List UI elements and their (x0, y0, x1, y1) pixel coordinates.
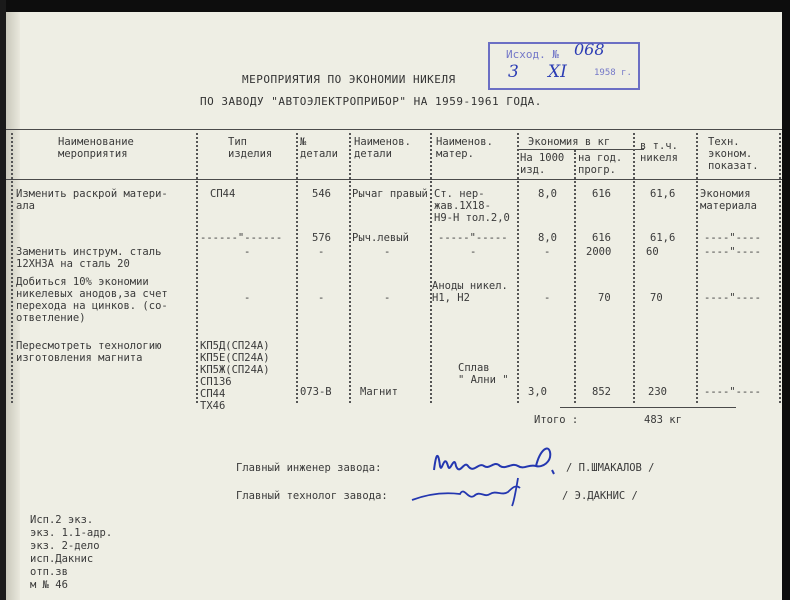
header-part-name: Наименов. детали (354, 136, 411, 160)
row2-measure: Заменить инструм. сталь 12ХН3А на сталь 20 (16, 246, 162, 270)
col-sep (349, 133, 351, 403)
row2-indicator-b: ----"---- (704, 246, 761, 258)
table-top-rule (6, 129, 782, 130)
row1-part-no: 546 (312, 188, 331, 200)
col-sep (517, 133, 519, 403)
row2-per-1000: 8,0 (538, 232, 557, 244)
row3-measure: Добиться 10% экономии никелевых анодов,за счет перехода на цинков. (со- ответление) (16, 276, 168, 324)
row4-measure: Пересмотреть технологию изготовления магнита (16, 340, 162, 364)
stamp-year: 1958 г. (594, 68, 632, 78)
row1-material: Ст. нер- жав.1Х18- Н9-Н тол.2,0 (434, 188, 510, 224)
row2-material: -----"----- (438, 232, 508, 244)
col-sep (633, 133, 635, 403)
row3-material: Аноды никел. Н1, Н2 (432, 280, 508, 304)
header-tech-indicator: Техн. эконом. показат. (708, 136, 759, 172)
stamp-label: Исход. № (506, 48, 559, 61)
col-sep (779, 133, 781, 403)
row1-indicator: Экономия материала (700, 188, 757, 212)
total-value: 483 кг (644, 414, 682, 426)
row3-product: - (244, 292, 251, 304)
row4-per-year: 852 (592, 386, 611, 398)
chief-engineer-name: / П.ШМАКАЛОВ / (566, 462, 655, 474)
row2-part-name-b: - (384, 246, 391, 258)
stamp-number: 068 (574, 40, 605, 59)
row4-nickel: 230 (648, 386, 667, 398)
row4-indicator: ----"---- (704, 386, 761, 398)
title-line-1: МЕРОПРИЯТИЯ ПО ЭКОНОМИИ НИКЕЛЯ (242, 73, 456, 86)
row2-nickel-b: 60 (646, 246, 659, 258)
col-sep (11, 133, 13, 403)
row3-per-1000: - (544, 292, 551, 304)
economy-subheader-rule (518, 149, 644, 150)
row2-per-year-b: 2000 (586, 246, 612, 258)
row1-per-1000: 8,0 (538, 188, 557, 200)
total-rule (560, 407, 736, 408)
row2-product: ------"------ (200, 232, 283, 244)
row4-products: КП5Д(СП24А) КП5Е(СП24А) КП5Ж(СП24А) СП136 СП44 ТХ46 (200, 340, 270, 412)
chief-technologist-name: / Э.ДАКНИС / (562, 490, 638, 502)
header-part-number: № детали (300, 136, 338, 160)
row3-per-year: 70 (598, 292, 611, 304)
row2-part-no: 576 (312, 232, 331, 244)
title-line-2: ПО ЗАВОДУ "АВТОЭЛЕКТРОПРИБОР" НА 1959-1961 ГОДА. (200, 95, 542, 108)
row2-nickel: 61,6 (650, 232, 676, 244)
row1-nickel: 61,6 (650, 188, 676, 200)
row2-material-b: - (470, 246, 477, 258)
header-per-year: на год. прогр. (578, 152, 623, 176)
chief-technologist-signature (408, 474, 548, 510)
stamp-month: XI (548, 62, 567, 82)
col-sep (696, 133, 698, 403)
header-measure: Наименование мероприятия (58, 136, 134, 160)
outgoing-stamp (488, 42, 640, 90)
row4-part-no: 073-В (300, 386, 332, 398)
row2-product-b: - (244, 246, 251, 258)
header-economy: Экономия в кг (528, 136, 611, 148)
header-material: Наименов. матер. (436, 136, 493, 160)
row3-part-no: - (318, 292, 325, 304)
row3-part-name: - (384, 292, 391, 304)
header-nickel: в т.ч. никеля (640, 140, 678, 164)
row2-indicator: ----"---- (704, 232, 761, 244)
col-sep (574, 150, 576, 403)
row1-part-name: Рычаг правый (352, 188, 428, 200)
row4-per-1000: 3,0 (528, 386, 547, 398)
row1-per-year: 616 (592, 188, 611, 200)
row3-indicator: ----"---- (704, 292, 761, 304)
total-label: Итого : (534, 414, 579, 426)
col-sep (430, 133, 432, 403)
row1-measure: Изменить раскрой матери- ала (16, 188, 168, 212)
row3-nickel: 70 (650, 292, 663, 304)
chief-technologist-label: Главный технолог завода: (236, 490, 388, 502)
row4-material: Сплав " Ални " (458, 362, 509, 386)
header-per-1000: На 1000 изд. (520, 152, 565, 176)
col-sep (296, 133, 298, 403)
row2-per-1000-b: - (544, 246, 551, 258)
col-sep (196, 133, 198, 403)
row2-part-no-b: - (318, 246, 325, 258)
row2-part-name: Рыч.левый (352, 232, 409, 244)
row2-per-year: 616 (592, 232, 611, 244)
header-bottom-rule (6, 179, 782, 180)
chief-engineer-label: Главный инженер завода: (236, 462, 382, 474)
row4-part-name: Магнит (360, 386, 398, 398)
stamp-day: 3 (508, 62, 519, 82)
footer-notes: Исп.2 экз. экз. 1.1-адр. экз. 2-дело исп.Дакнис отп.зв м № 46 (30, 514, 113, 591)
header-product-type: Тип изделия (228, 136, 273, 160)
row1-product: СП44 (210, 188, 236, 200)
